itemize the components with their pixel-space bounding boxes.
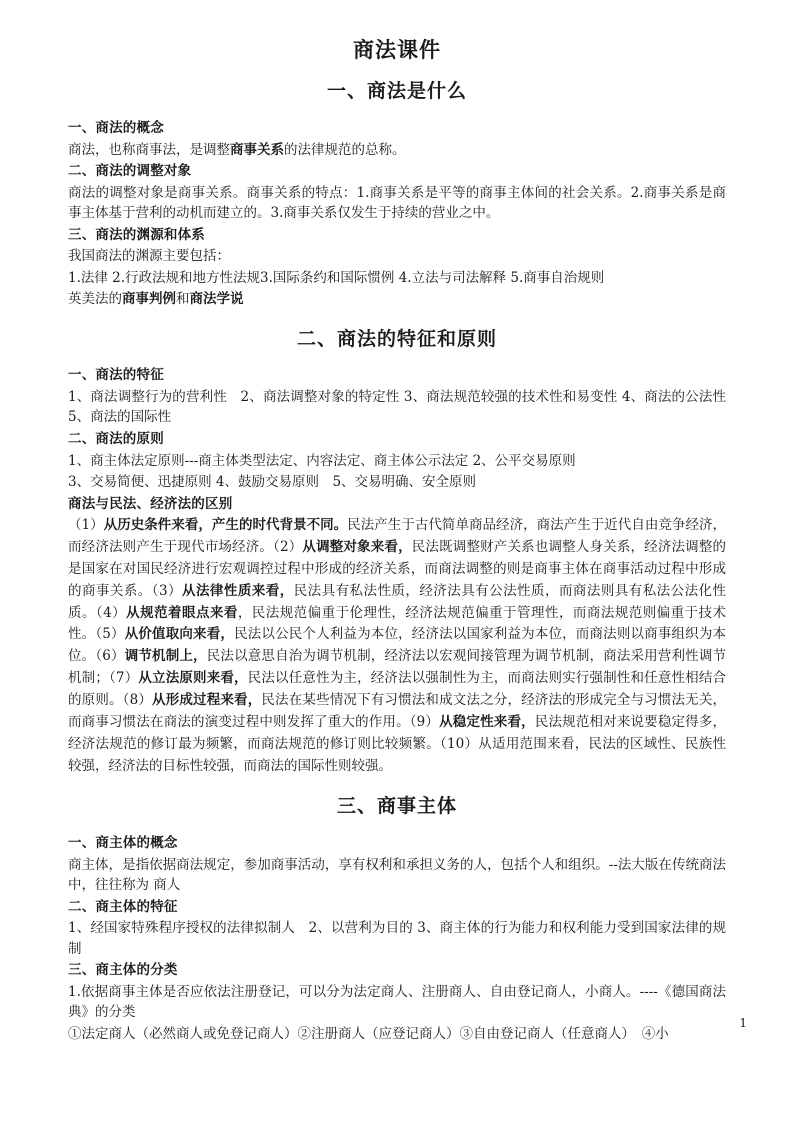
- emphasis-text: 从稳定性来看，: [439, 713, 535, 730]
- subsection-heading: 三、商法的渊源和体系: [68, 226, 205, 243]
- body-paragraph: [68, 855, 726, 896]
- plain-text: 商法，也称商事法，是调整: [68, 141, 230, 158]
- emphasis-text: 从规范着眼点来看: [126, 604, 238, 621]
- body-paragraph: [68, 472, 726, 493]
- plain-text: 商法的调整对象是商事关系。商事关系的特点：1.商事关系是平等的商事主体间的社会关系。2.商事关系是商事主体基于营利的动机而建立的。3.商事关系仅发生于持续的营业之中。: [68, 184, 726, 222]
- emphasis-text: 从历史条件来看，产生的时代背景不同。: [103, 517, 348, 534]
- page-number: 1: [739, 1016, 747, 1030]
- plain-text: 民法以意思自治为调节机制，经济法以宏观间接管理为调节机制，商法采用营利性调节机制；（7）: [68, 648, 727, 687]
- body-paragraph: [68, 246, 726, 267]
- body-paragraph: [68, 140, 726, 161]
- subsection-heading: 二、商法的原则: [68, 430, 164, 447]
- plain-text: 1、商法调整行为的营利性 2、商法调整对象的特定性 3、商法规范较强的技术性和易变性 4、商法的公法性 5、商法的国际性: [68, 388, 726, 426]
- plain-text: 民法以任意性为主，经济法以强制性为主，而商法则实行强制性和任意性相结合的原则。（8）: [68, 670, 726, 708]
- plain-text: 民法既调整财产关系也调整人身关系，经济法调整的是国家在对国民经济进行宏观调控过程中形成的经济关系，而商法调整的则是商事主体在商事活动过程中形成的商事关系。（3）: [68, 538, 727, 599]
- plain-text: 英美法的: [68, 291, 122, 308]
- subsection-heading: 一、商法的概念: [68, 119, 164, 136]
- plain-text: （1）: [68, 517, 104, 534]
- subsection-heading: 二、商主体的特征: [68, 898, 178, 915]
- document-content: [68, 36, 726, 1045]
- body-paragraph: [68, 982, 726, 1023]
- subsection-heading: 三、商主体的分类: [68, 962, 178, 979]
- emphasis-text: 商事关系: [230, 141, 284, 158]
- body-paragraph: [68, 183, 726, 224]
- section-heading: 三、商事主体: [336, 795, 457, 818]
- emphasis-text: 从调整对象来看，: [302, 538, 412, 555]
- plain-text: 和: [176, 291, 190, 308]
- subsection-heading: 一、商法的特征: [68, 367, 164, 384]
- plain-text: 民法规范相对来说要稳定得多，经济法规范的修订最为频繁，而商法规范的修订则比较频繁。（10）从适用范围来看，民法的区域性、民族性较强，经济法的目标性较强，而商法的国际性则较强。: [68, 713, 727, 774]
- emphasis-text: 从形成过程来看，: [152, 691, 262, 708]
- plain-text: 民法产生于古代简单商品经济，商法产生于近代自由竞争经济，而经济法则产生于现代市场经济。（2）: [68, 517, 727, 555]
- section-spacer: [68, 778, 726, 784]
- plain-text: 民法具有私法性质，经济法具有公法性质，而商法则具有私法公法化性质。（4）: [68, 582, 727, 621]
- emphasis-text: 商法学说: [189, 291, 244, 308]
- section-heading: 二、商法的特征和原则: [296, 327, 497, 350]
- subsection-heading: 二、商法的调整对象: [68, 163, 192, 180]
- body-paragraph: [68, 918, 726, 959]
- plain-text: ①法定商人（必然商人或免登记商人）②注册商人（应登记商人）③自由登记商人（任意商人） ④小: [68, 1025, 669, 1042]
- body-paragraph: [68, 268, 726, 289]
- plain-text: 的法律规范的总称。: [284, 141, 406, 158]
- sections-container: [68, 79, 726, 1044]
- section-heading: 一、商法是什么: [326, 80, 467, 103]
- body-paragraph: [68, 451, 726, 472]
- body-paragraph: [68, 289, 726, 310]
- body-paragraph: [68, 387, 726, 428]
- emphasis-text: 从价值取向来看，: [124, 626, 235, 643]
- body-paragraph-block: [68, 515, 726, 777]
- emphasis-text: 从法律性质来看，: [182, 582, 294, 599]
- emphasis-text: 从立法原则来看，: [138, 670, 248, 687]
- section-spacer: [68, 311, 726, 317]
- plain-text: 民法在某些情况下有习惯法和成文法之分，经济法的形成完全与习惯法无关，而商事习惯法在商法的演变过程中则发挥了重大的作用。（9）: [68, 691, 726, 730]
- emphasis-text: 商事判例: [122, 291, 176, 308]
- body-paragraph: [68, 1024, 726, 1045]
- plain-text: 商主体，是指依据商法规定，参加商事活动，享有权利和承担义务的人，包括个人和组织。--法大版在传统商法中，往往称为 商人: [68, 856, 726, 894]
- plain-text: 1.法律 2.行政法规和地方性法规3.国际条约和国际惯例 4.立法与司法解释 5.商事自治规则: [68, 269, 605, 286]
- plain-text: 1、商主体法定原则---商主体类型法定、内容法定、商主体公示法定 2、公平交易原则: [68, 452, 576, 469]
- document-title: 商法课件: [353, 37, 441, 62]
- emphasis-text: 调节机制上，: [124, 648, 207, 665]
- plain-text: 我国商法的渊源主要包括：: [68, 248, 230, 265]
- subsection-heading: 一、商主体的概念: [68, 835, 178, 852]
- subsection-heading: 商法与民法、经济法的区别: [68, 495, 233, 512]
- plain-text: ，民法规范偏重于伦理性，经济法规范偏重于管理性，而商法规范则偏重于技术性。（5）: [68, 604, 727, 643]
- plain-text: 1.依据商事主体是否应依法注册登记，可以分为法定商人、注册商人、自由登记商人，小商人。----《德国商法典》的分类: [68, 983, 726, 1021]
- plain-text: 3、交易简便、迅捷原则 4、鼓励交易原则 5、交易明确、安全原则: [68, 474, 477, 491]
- plain-text: 1、经国家特殊程序授权的法律拟制人 2、以营利为目的 3、商主体的行为能力和权利能力受到国家法律的规制: [68, 920, 726, 957]
- plain-text: 民法以公民个人利益为本位，经济法以国家利益为本位，而商法则以商事组织为本位。（6）: [68, 626, 727, 665]
